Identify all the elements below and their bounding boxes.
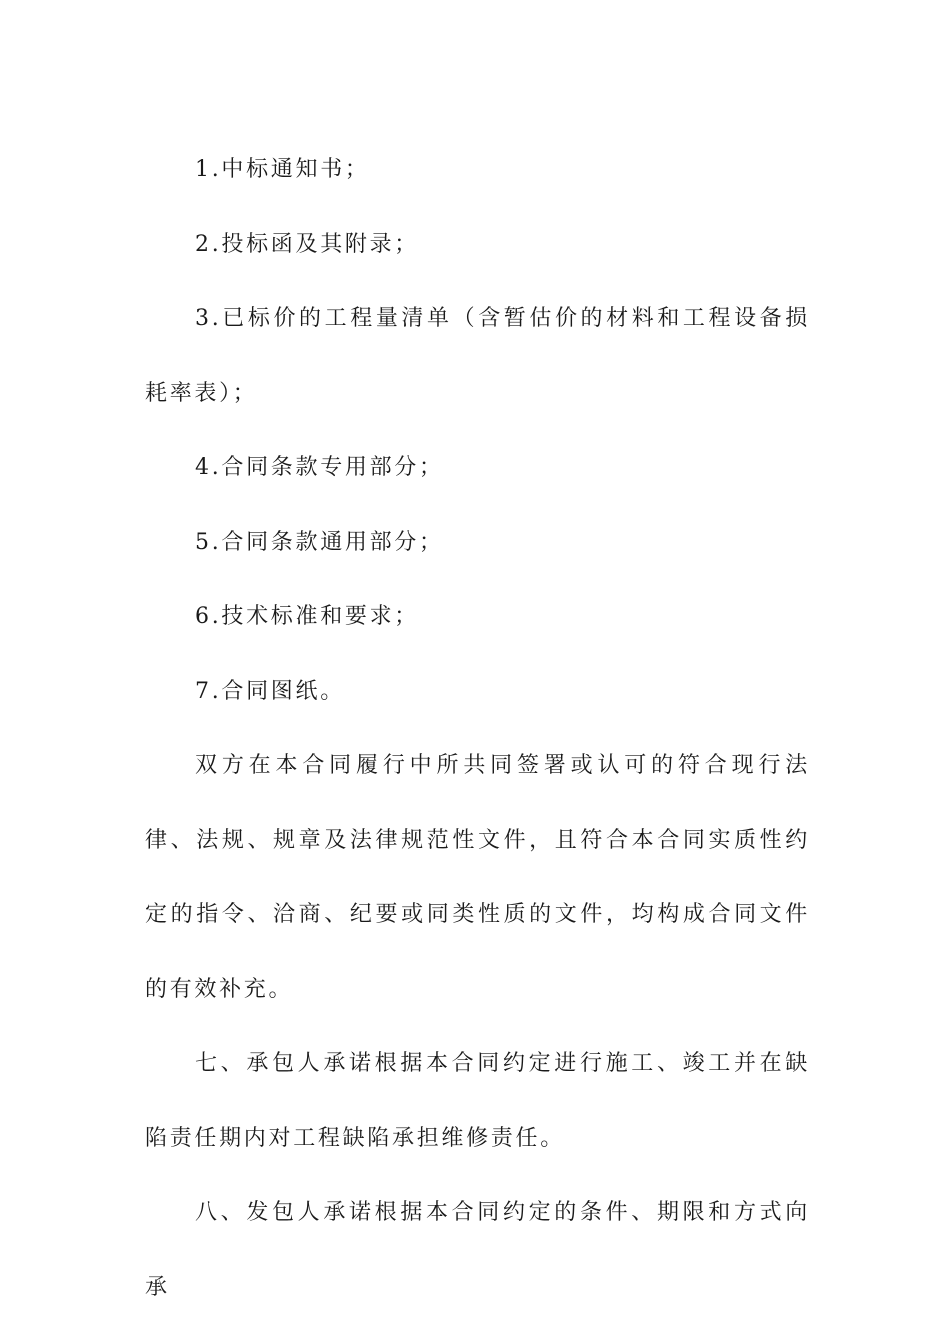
list-item-technical-standards: 6.技术标准和要求； [195,604,419,629]
list-item-general-terms: 5.合同条款通用部分； [195,529,444,555]
list-item-bill-of-quantities: 3.已标价的工程量清单（含暂估价的材料和工程设备损耗率表）； [145,306,810,406]
paragraph-contractor-commitment: 七、承包人承诺根据本合同约定进行施工、竣工并在缺陷责任期内对工程缺陷承担维修责任。 [145,1051,810,1151]
list-item-award-notice: 1.中标通知书； [195,157,370,182]
document-body [145,133,810,1325]
list-item-drawings: 7.合同图纸。 [195,678,345,704]
list-item-special-terms: 4.合同条款专用部分； [195,455,444,480]
paragraph-employer-commitment: 八、发包人承诺根据本合同约定的条件、期限和方式向承 [145,1200,810,1300]
list-item-bid-letter: 2.投标函及其附录； [195,231,419,257]
paragraph-supplementary-documents: 双方在本合同履行中所共同签署或认可的符合现行法律、法规、规章及法律规范性文件，且符合本合同实质性约定的指令、洽商、纪要或同类性质的文件，均构成合同文件的有效补充。 [145,753,810,1002]
